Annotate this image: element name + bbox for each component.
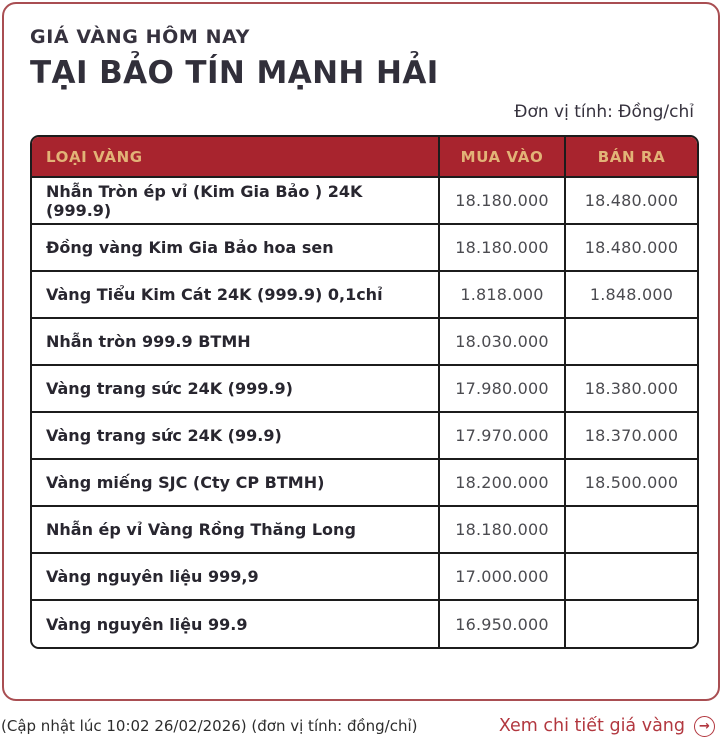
gold-type-cell: Vàng nguyên liệu 999,9	[32, 553, 439, 600]
table-row	[32, 177, 697, 224]
buy-price-cell: 18.030.000	[439, 318, 565, 365]
gold-type-cell: Vàng trang sức 24K (999.9)	[32, 365, 439, 412]
sell-price-cell	[565, 506, 697, 553]
footer	[0, 712, 715, 740]
gold-type-cell: Vàng Tiểu Kim Cát 24K (999.9) 0,1chỉ	[32, 271, 439, 318]
table-row	[32, 459, 697, 506]
buy-price-cell: 1.818.000	[439, 271, 565, 318]
view-gold-detail-label: Xem chi tiết giá vàng	[498, 716, 685, 736]
view-gold-detail-link[interactable]	[499, 716, 715, 737]
gold-type-cell: Nhẫn tròn 999.9 BTMH	[32, 318, 439, 365]
buy-price-cell: 18.200.000	[439, 459, 565, 506]
gold-price-table-wrap	[30, 135, 699, 649]
arrow-right-circle-icon: →	[694, 716, 715, 737]
page-subtitle: GIÁ VÀNG HÔM NAY	[30, 26, 250, 48]
gold-type-cell: Đồng vàng Kim Gia Bảo hoa sen	[32, 224, 439, 271]
table-row	[32, 600, 697, 647]
sell-price-cell: 1.848.000	[565, 271, 697, 318]
sell-price-cell	[565, 553, 697, 600]
sell-price-cell	[565, 318, 697, 365]
gold-type-cell: Vàng trang sức 24K (99.9)	[32, 412, 439, 459]
sell-price-cell: 18.500.000	[565, 459, 697, 506]
table-row	[32, 271, 697, 318]
gold-type-cell: Vàng nguyên liệu 99.9	[32, 600, 439, 647]
table-row	[32, 506, 697, 553]
gold-type-cell: Vàng miếng SJC (Cty CP BTMH)	[32, 459, 439, 506]
table-row	[32, 553, 697, 600]
table-row	[32, 412, 697, 459]
buy-price-cell: 18.180.000	[439, 224, 565, 271]
buy-price-cell: 17.980.000	[439, 365, 565, 412]
sell-price-cell	[565, 600, 697, 647]
buy-price-cell: 18.180.000	[439, 506, 565, 553]
sell-price-cell: 18.370.000	[565, 412, 697, 459]
unit-note: Đơn vị tính: Đồng/chỉ	[514, 102, 694, 122]
sell-price-cell: 18.480.000	[565, 177, 697, 224]
gold-type-cell: Nhẫn ép vỉ Vàng Rồng Thăng Long	[32, 506, 439, 553]
column-header-buy: MUA VÀO	[439, 137, 565, 177]
update-timestamp: (Cập nhật lúc 10:02 26/02/2026) (đơn vị tính: đồng/chỉ)	[1, 717, 418, 735]
column-header-gold-type: LOẠI VÀNG	[32, 137, 439, 177]
price-table-body	[32, 177, 697, 647]
column-header-sell: BÁN RA	[565, 137, 697, 177]
table-row	[32, 318, 697, 365]
gold-type-cell: Nhẫn Tròn ép vỉ (Kim Gia Bảo ) 24K (999.9)	[32, 177, 439, 224]
buy-price-cell: 16.950.000	[439, 600, 565, 647]
table-row	[32, 224, 697, 271]
buy-price-cell: 17.970.000	[439, 412, 565, 459]
gold-price-card	[2, 2, 720, 701]
sell-price-cell: 18.380.000	[565, 365, 697, 412]
table-header-row	[32, 137, 697, 177]
table-row	[32, 365, 697, 412]
buy-price-cell: 17.000.000	[439, 553, 565, 600]
buy-price-cell: 18.180.000	[439, 177, 565, 224]
gold-price-table	[32, 137, 697, 647]
page-title: TẠI BẢO TÍN MẠNH HẢI	[30, 55, 439, 91]
sell-price-cell: 18.480.000	[565, 224, 697, 271]
